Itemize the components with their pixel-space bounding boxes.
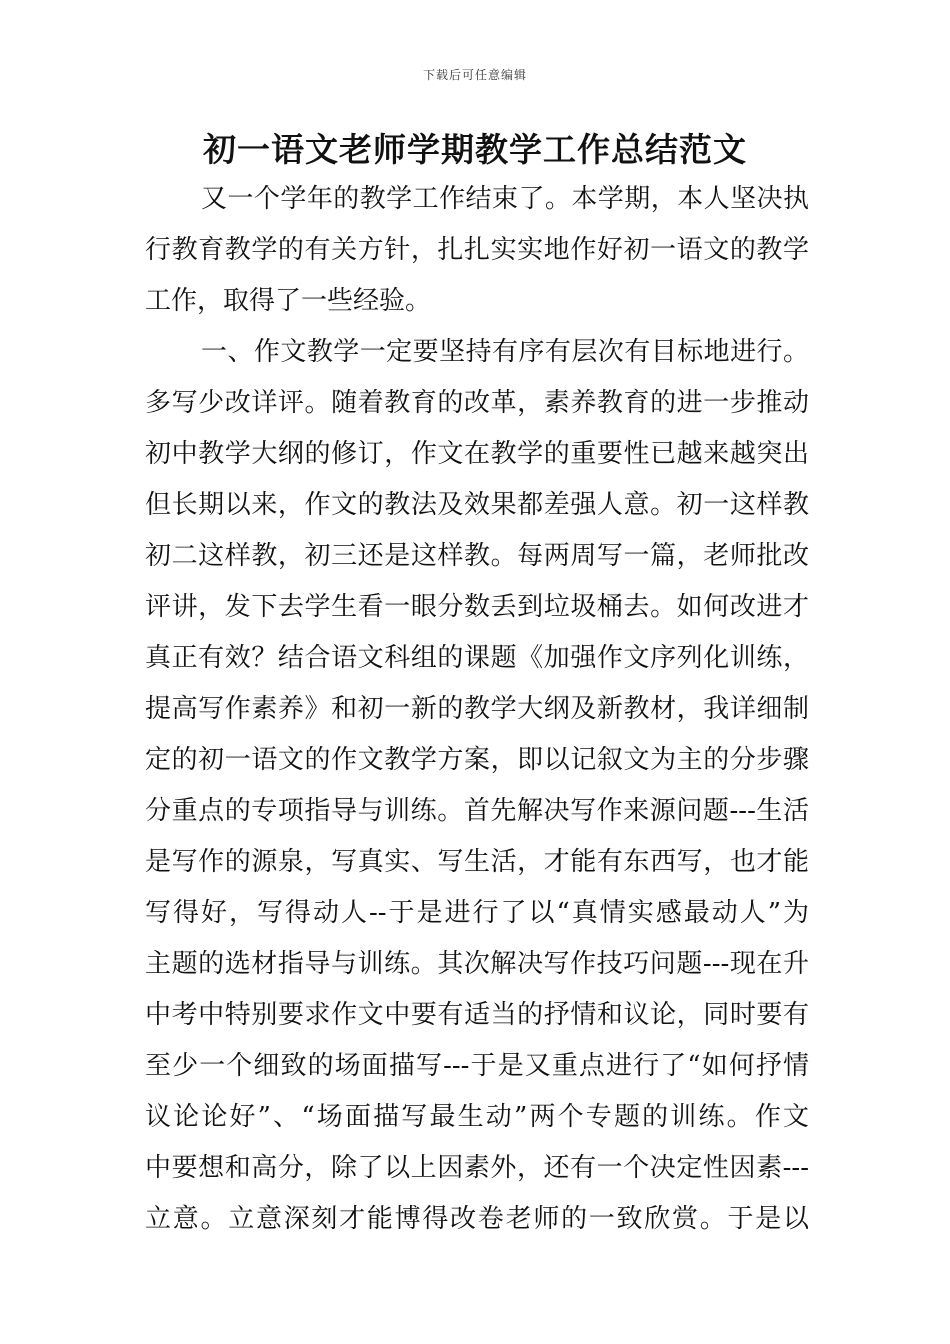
- body-line: 真正有效？结合语文科组的课题《加强作文序列化训练，: [145, 643, 809, 673]
- body-line: 初二这样教，初三还是这样教。每两周写一篇，老师批改: [145, 541, 809, 571]
- document-title: 初一语文老师学期教学工作总结范文: [203, 130, 747, 169]
- body-line: 又一个学年的教学工作结束了。本学期，本人坚决执: [201, 184, 809, 214]
- body-line: 立意。立意深刻才能博得改卷老师的一致欣赏。于是以: [145, 1204, 809, 1234]
- body-line: 工作，取得了一些经验。: [145, 286, 432, 316]
- body-line: 行教育教学的有关方针，扎扎实实地作好初一语文的教学: [145, 235, 809, 265]
- body-line: 中考中特别要求作文中要有适当的抒情和议论，同时要有: [145, 1000, 809, 1030]
- body-line: 评讲，发下去学生看一眼分数丢到垃圾桶去。如何改进才: [145, 592, 809, 622]
- body-line: 多写少改详评。随着教育的改革，素养教育的进一步推动: [145, 388, 809, 418]
- body-line: 一、作文教学一定要坚持有序有层次有目标地进行。: [201, 337, 809, 367]
- document-body: [145, 174, 809, 1245]
- body-line: 提高写作素养》和初一新的教学大纲及新教材，我详细制: [145, 694, 809, 724]
- body-line: 至少一个细致的场面描写---于是又重点进行了“如何抒情: [145, 1051, 809, 1081]
- body-line: 但长期以来，作文的教法及效果都差强人意。初一这样教: [145, 490, 809, 520]
- body-line: 写得好，写得动人--于是进行了以“真情实感最动人”为: [145, 898, 809, 928]
- body-line: 中要想和高分，除了以上因素外，还有一个决定性因素---: [145, 1153, 809, 1183]
- body-line: 是写作的源泉，写真实、写生活，才能有东西写，也才能: [145, 847, 809, 877]
- body-line: 分重点的专项指导与训练。首先解决写作来源问题---生活: [145, 796, 809, 826]
- header-note: 下载后可任意编辑: [422, 68, 527, 82]
- body-line: 议论论好”、“场面描写最生动”两个专题的训练。作文: [145, 1102, 809, 1132]
- body-line: 初中教学大纲的修订，作文在教学的重要性已越来越突出: [145, 439, 809, 469]
- body-line: 定的初一语文的作文教学方案，即以记叙文为主的分步骤: [145, 745, 809, 775]
- body-line: 主题的选材指导与训练。其次解决写作技巧问题---现在升: [145, 949, 809, 979]
